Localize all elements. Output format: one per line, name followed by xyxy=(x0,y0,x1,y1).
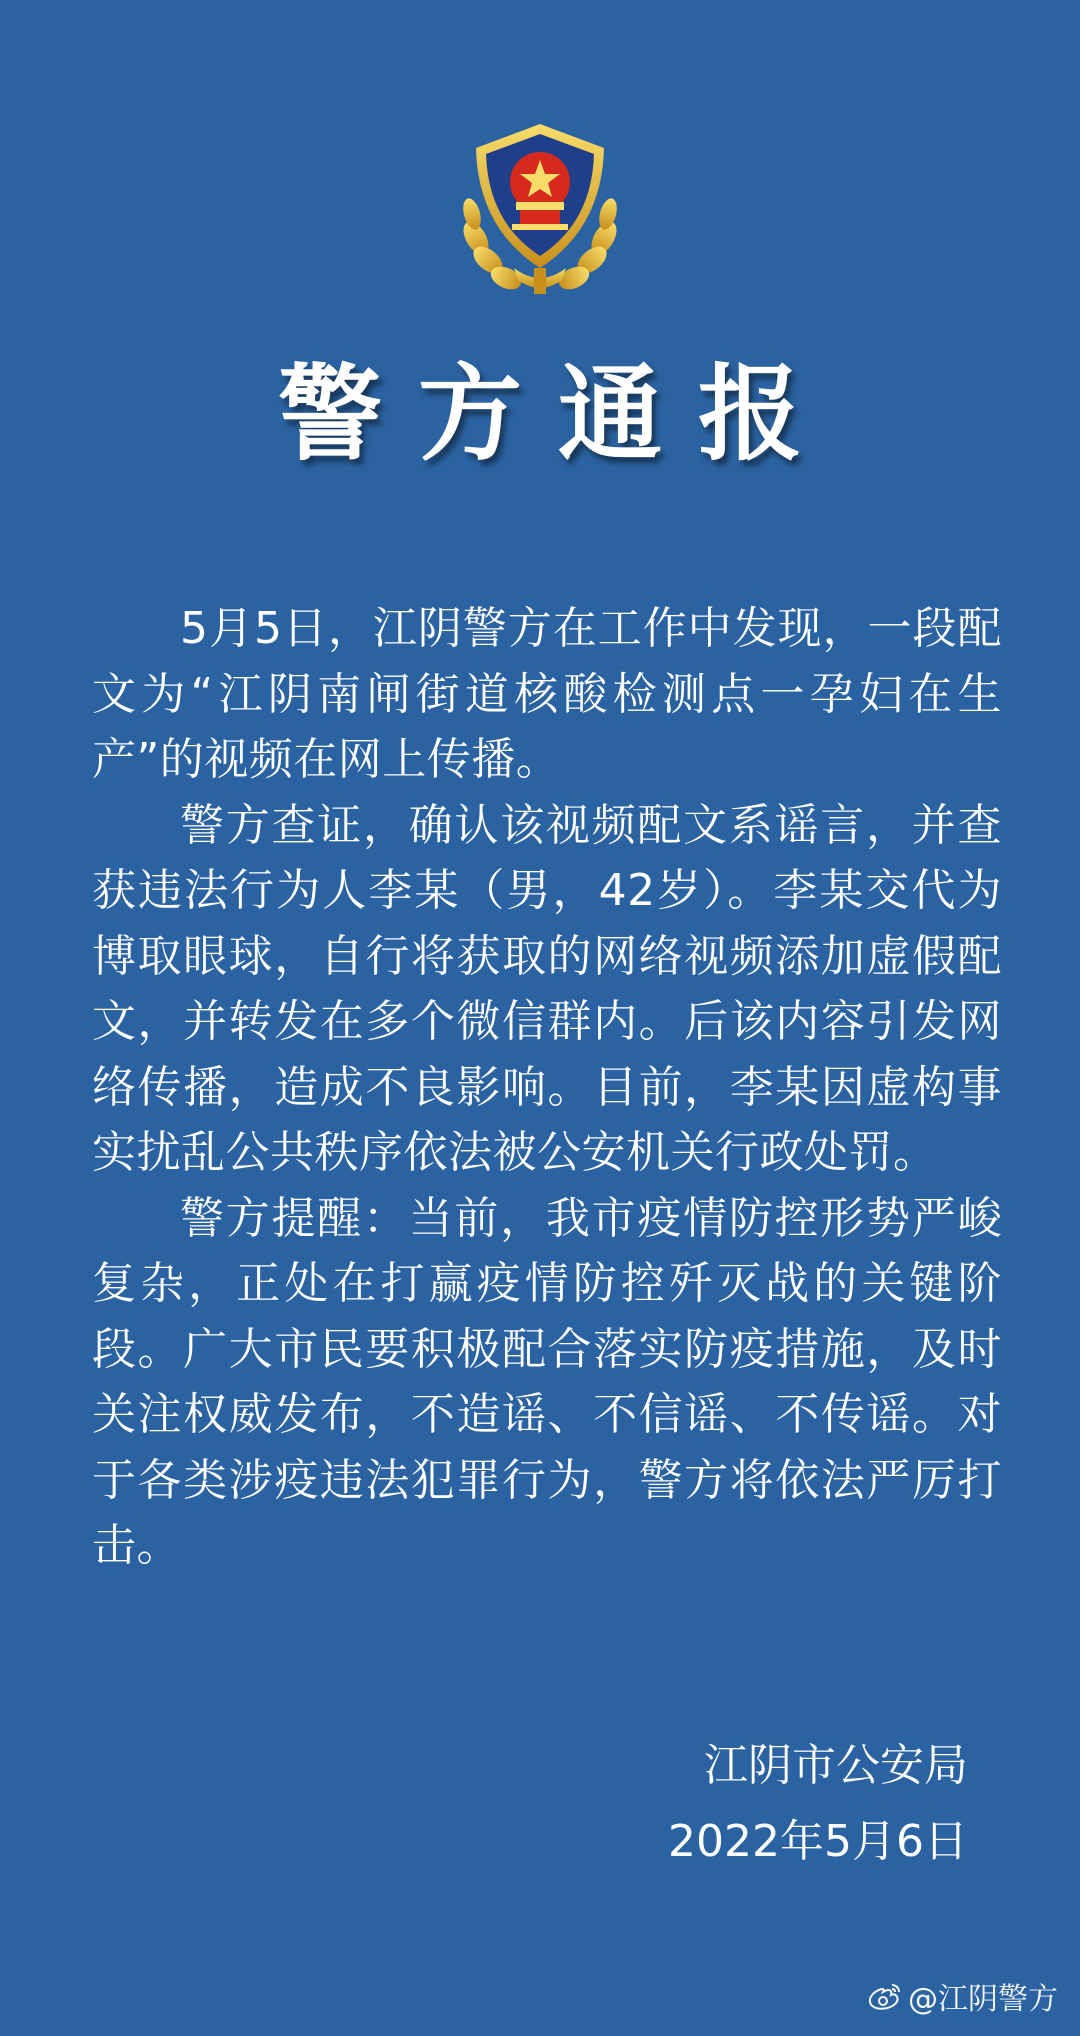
notice-paragraph-3: 警方提醒：当前，我市疫情防控形势严峻复杂，正处在打赢疫情防控歼灭战的关键阶段。广大市民要积极配合落实防疫措施，及时关注权威发布，不造谣、不信谣、不传谣。对于各类涉疫违法犯罪行为，警方将依法严厉打击。 xyxy=(92,1192,1002,1571)
notice-paragraph-2: 警方查证，确认该视频配文系谣言，并查获违法行为人李某（男，42岁）。李某交代为博取眼球，自行将获取的网络视频添加虚假配文，并转发在多个微信群内。后该内容引发网络传播，造成不良影响。目前，李某因虚构事实扰乱公共秩序依法被公安机关行政处罚。 xyxy=(92,799,1002,1178)
police-emblem-icon xyxy=(454,118,626,300)
notice-signature xyxy=(668,1728,968,1880)
weibo-icon xyxy=(868,1981,902,2011)
page-title: 警方通报 xyxy=(277,353,838,475)
notice-body xyxy=(92,596,1002,1579)
issuer-name: 江阴市公安局 xyxy=(704,1740,968,1791)
watermark-text: @江阴警方 xyxy=(908,1982,1058,2017)
notice-paragraph-1: 5月5日，江阴警方在工作中发现，一段配文为“江阴南闸街道核酸检测点一孕妇在生产”的视频在网上传播。 xyxy=(92,603,1002,785)
weibo-watermark xyxy=(868,1974,1058,2018)
issue-date: 2022年5月6日 xyxy=(668,1816,968,1867)
